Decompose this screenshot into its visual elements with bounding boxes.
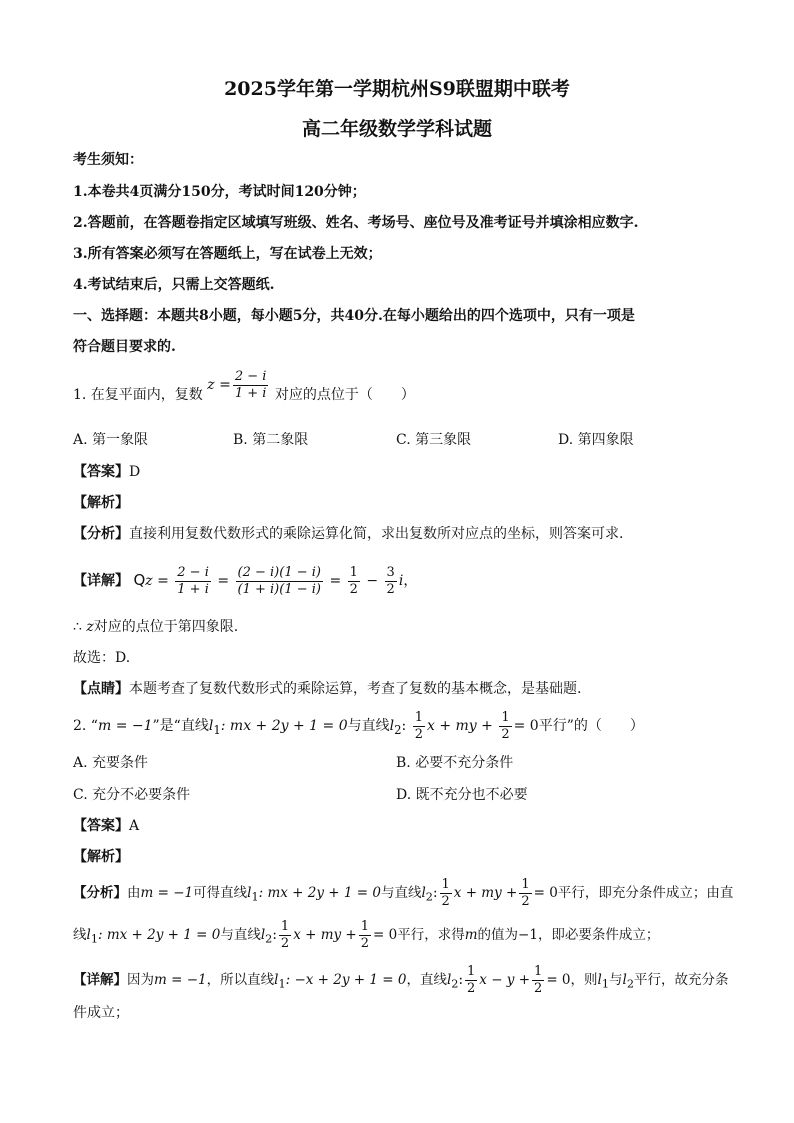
- q2-detail-frac-b-num: 1: [534, 964, 543, 979]
- q1-answer-tag: 【答案】: [73, 464, 129, 480]
- q1-answer: [73, 462, 140, 482]
- q2-fenxi2-l2-end: = 0: [373, 927, 398, 943]
- q2-detail-l1b-sub: 1: [601, 977, 610, 991]
- exam-title: 2025学年第一学期杭州S9联盟期中联考: [224, 78, 570, 100]
- question-2-l2-end: = 0: [513, 718, 539, 734]
- q2-fenxi2-c: 平行，求得: [397, 927, 465, 943]
- q1-detail-frac1-den: 1 + i: [177, 581, 209, 597]
- q2-detail-frac-a-num: 1: [467, 964, 476, 979]
- q2-fenxi-l2: l: [421, 885, 426, 901]
- q2-detail-frac-a-den: 2: [467, 981, 476, 996]
- q2-answer: [73, 816, 139, 836]
- q1-detail-tag: 【详解】: [73, 573, 129, 589]
- q2-option-a: A. 充要条件: [73, 755, 149, 771]
- question-2: [73, 706, 644, 750]
- note-item-1: 1.本卷共4页满分150分，考试时间120分钟；: [73, 184, 366, 200]
- q2-fenxi-b: 可得直线: [193, 885, 248, 901]
- q2-fenxi2-val: −1: [518, 927, 538, 943]
- q2-fenxi-line1: [73, 873, 733, 918]
- q2-detail-a: 因为: [127, 972, 154, 988]
- q2-detail-frac-a: [465, 964, 477, 997]
- question-2-l2-colon: :: [401, 718, 407, 734]
- question-2-l2-sub: 2: [394, 722, 402, 737]
- q1-analysis-tag: 【解析】: [73, 495, 129, 511]
- q1-detail-frac3-num: 1: [349, 564, 358, 580]
- q2-option-c: C. 充分不必要条件: [73, 787, 191, 803]
- q2-detail-tag: 【详解】: [73, 972, 127, 988]
- q2-fenxi2-frac-a: [279, 919, 291, 952]
- q2-detail-l2-end: = 0: [546, 972, 571, 988]
- section-heading-line2: 符合题目要求的.: [73, 339, 176, 355]
- q1-dianjing-tag: 【点睛】: [73, 681, 129, 697]
- question-1-prefix: 1. 在复平面内，复数: [73, 387, 203, 403]
- q2-fenxi2-frac-a-num: 1: [280, 919, 290, 934]
- q2-option-b: B. 必要不充分条件: [396, 755, 514, 771]
- q2-fenxi-l1: l: [247, 885, 252, 901]
- q2-fenxi2-frac-b-den: 2: [360, 936, 370, 951]
- q1-detail-frac4-num: 3: [386, 564, 395, 580]
- q1-fenxi-text: 直接利用复数代数形式的乘除运算化简，求出复数所对应点的坐标，则答案可求.: [129, 526, 624, 542]
- q2-detail-l1: l: [274, 972, 279, 988]
- q1-option-a: A. 第一象限: [73, 432, 149, 448]
- question-2-p4: 平行”的（ ）: [538, 718, 644, 734]
- question-2-p2: ”是“直线: [152, 718, 209, 734]
- q1-detail-eq1: =: [217, 573, 230, 589]
- question-2-l1: l: [208, 718, 214, 734]
- q1-detail-frac2-num: (2 − i)(1 − i): [237, 564, 321, 580]
- q2-fenxi-frac-b-den: 2: [521, 894, 530, 909]
- q1-detail-minus: −: [366, 573, 379, 589]
- q2-detail-l1-eq: : −x + 2y + 1 = 0: [285, 972, 407, 988]
- q1-detail-comma: ，: [403, 573, 418, 589]
- question-1-denominator: 1 + i: [234, 385, 267, 401]
- q2-detail-l2-mid: x − y +: [479, 972, 531, 988]
- q1-dianjing: [73, 679, 581, 699]
- q2-fenxi-frac-a-num: 1: [441, 877, 450, 892]
- q2-detail-l2-colon: :: [458, 972, 464, 988]
- note-item-4: 4.考试结束后，只需上交答题纸.: [73, 277, 275, 293]
- question-2-l2-mid: x + my +: [426, 718, 493, 734]
- question-2-frac-b: [499, 710, 511, 743]
- q2-fenxi-l2-colon: :: [432, 885, 438, 901]
- q2-fenxi2-l1: l: [86, 927, 91, 943]
- q2-detail-l1-sub: 1: [278, 977, 286, 991]
- q1-detail: [73, 560, 417, 601]
- therefore-icon: ∴: [73, 619, 82, 635]
- exam-subtitle: 高二年级数学学科试题: [301, 118, 492, 140]
- question-2-frac-b-den: 2: [501, 726, 510, 742]
- note-item-3: 3.所有答案必须写在答题纸上，写在试卷上无效；: [73, 246, 382, 262]
- q2-fenxi-tag: 【分析】: [73, 885, 127, 901]
- q2-fenxi-frac-b-num: 1: [521, 877, 530, 892]
- q2-fenxi-l2-end: = 0: [533, 885, 558, 901]
- q1-conclusion-text: 对应的点位于第四象限.: [93, 619, 239, 635]
- q1-dianjing-text: 本题考查了复数代数形式的乘除运算，考查了复数的基本概念，是基础题.: [129, 681, 582, 697]
- question-2-frac-a-num: 1: [414, 709, 423, 725]
- q2-fenxi-frac-a-den: 2: [441, 894, 450, 909]
- q1-option-d: D. 第四象限: [558, 432, 634, 448]
- q2-detail-l2b-sub: 2: [626, 977, 635, 991]
- q1-choose: 故选：D.: [73, 650, 131, 666]
- question-2-m: m = −1: [97, 718, 153, 734]
- question-2-l1-eq: : mx + 2y + 1 = 0: [220, 718, 348, 734]
- q2-detail-m: m = −1: [154, 972, 207, 988]
- q1-detail-frac1-num: 2 − i: [177, 564, 209, 580]
- q2-fenxi-frac-b: [519, 877, 531, 910]
- q2-fenxi-line2: [73, 915, 659, 960]
- q1-detail-frac3-den: 2: [349, 581, 358, 597]
- q1-conclusion: [73, 617, 238, 637]
- q1-detail-frac3: [348, 565, 360, 598]
- question-2-l2: l: [389, 718, 395, 734]
- q2-detail-c: ，直线: [406, 972, 447, 988]
- question-1: [73, 368, 415, 414]
- q1-answer-value: D: [129, 464, 141, 480]
- q2-fenxi-l1-sub: 1: [251, 890, 259, 904]
- q2-detail-frac-b: [532, 964, 544, 997]
- q2-fenxi-a: 由: [127, 885, 141, 901]
- q2-fenxi-d: 平行，即充分条件成立；由直: [557, 885, 734, 901]
- q2-fenxi2-frac-b-num: 1: [360, 919, 370, 934]
- question-1-suffix: 对应的点位于（ ）: [274, 387, 415, 403]
- q2-fenxi-m: m = −1: [140, 885, 194, 901]
- question-2-p3: 与直线: [347, 718, 390, 734]
- q1-detail-z: z =: [145, 573, 169, 589]
- q2-fenxi-c: 与直线: [380, 885, 422, 901]
- question-1-fraction: [233, 369, 269, 402]
- q1-fenxi-tag: 【分析】: [73, 526, 129, 542]
- q2-answer-tag: 【答案】: [73, 818, 129, 834]
- q2-fenxi2-frac-b: [359, 919, 371, 952]
- q2-fenxi2-l2-mid: x + my +: [293, 927, 357, 943]
- q2-detail-frac-b-den: 2: [534, 981, 543, 996]
- because-q-icon: Q: [133, 571, 146, 589]
- q2-fenxi2-l2: l: [260, 927, 266, 943]
- note-item-2: 2.答题前，在答题卷指定区域填写班级、姓名、考场号、座位号及准考证号并填涂相应数字.: [73, 215, 639, 231]
- q2-fenxi2-l1-sub: 1: [90, 932, 98, 946]
- q2-fenxi2-l1-eq: : mx + 2y + 1 = 0: [98, 927, 221, 943]
- q2-detail-d: ，则: [570, 972, 598, 988]
- q2-fenxi-l2-mid: x + my +: [453, 885, 518, 901]
- q2-detail-l2b: l: [622, 972, 627, 988]
- q2-detail-e: 与: [609, 972, 623, 988]
- q2-fenxi2-frac-a-den: 2: [280, 936, 290, 951]
- q2-answer-value: A: [129, 818, 140, 834]
- q1-detail-frac1: [175, 565, 211, 598]
- q2-fenxi2-l2-sub: 2: [265, 932, 273, 946]
- q2-fenxi2-d: 的值为: [477, 927, 519, 943]
- q2-detail-l2-sub: 2: [451, 977, 459, 991]
- q2-detail-l2: l: [446, 972, 452, 988]
- q2-detail-line2: 件成立；: [73, 1005, 129, 1021]
- question-2-frac-b-num: 1: [501, 709, 510, 725]
- q2-fenxi2-m: m: [464, 927, 478, 943]
- q2-option-d: D. 既不充分也不必要: [396, 787, 528, 803]
- question-2-frac-a-den: 2: [414, 726, 423, 742]
- q1-detail-i: i: [398, 573, 404, 589]
- q2-detail-l1b: l: [597, 972, 602, 988]
- q1-option-c: C. 第三象限: [396, 432, 472, 448]
- question-2-p1: 2. “: [73, 718, 98, 734]
- q2-fenxi-frac-a: [440, 877, 452, 910]
- q2-fenxi2-e: ，即必要条件成立；: [537, 927, 660, 943]
- q2-analysis-tag: 【解析】: [73, 849, 129, 865]
- q1-detail-frac2-den: (1 + i)(1 − i): [237, 581, 321, 597]
- q1-detail-frac2: [236, 565, 323, 598]
- q1-option-b: B. 第二象限: [233, 432, 309, 448]
- question-1-z: z =: [207, 377, 231, 393]
- q2-fenxi-l1-eq: : mx + 2y + 1 = 0: [258, 885, 381, 901]
- q1-detail-frac4: [385, 565, 397, 598]
- q2-detail-line1: [73, 960, 729, 1005]
- q2-fenxi2-a: 线: [73, 927, 87, 943]
- q2-detail-f: 平行，故充分条: [634, 972, 729, 988]
- q2-fenxi2-l2-colon: :: [272, 927, 277, 943]
- section-heading-line1: 一、选择题：本题共8小题，每小题5分，共40分.在每小题给出的四个选项中，只有一项是: [73, 308, 635, 324]
- q1-conclusion-z: z: [86, 619, 94, 635]
- q2-detail-b: ，所以直线: [206, 972, 275, 988]
- q2-fenxi-l2-sub: 2: [425, 890, 433, 904]
- notes-heading: 考生须知：: [73, 152, 143, 168]
- question-2-l1-sub: 1: [213, 722, 221, 737]
- q2-fenxi2-b: 与直线: [220, 927, 261, 943]
- q1-detail-eq2: =: [329, 573, 342, 589]
- q1-fenxi: [73, 524, 623, 544]
- q1-detail-frac4-den: 2: [386, 581, 395, 597]
- question-2-frac-a: [413, 710, 425, 743]
- question-1-numerator: 2 − i: [234, 368, 267, 384]
